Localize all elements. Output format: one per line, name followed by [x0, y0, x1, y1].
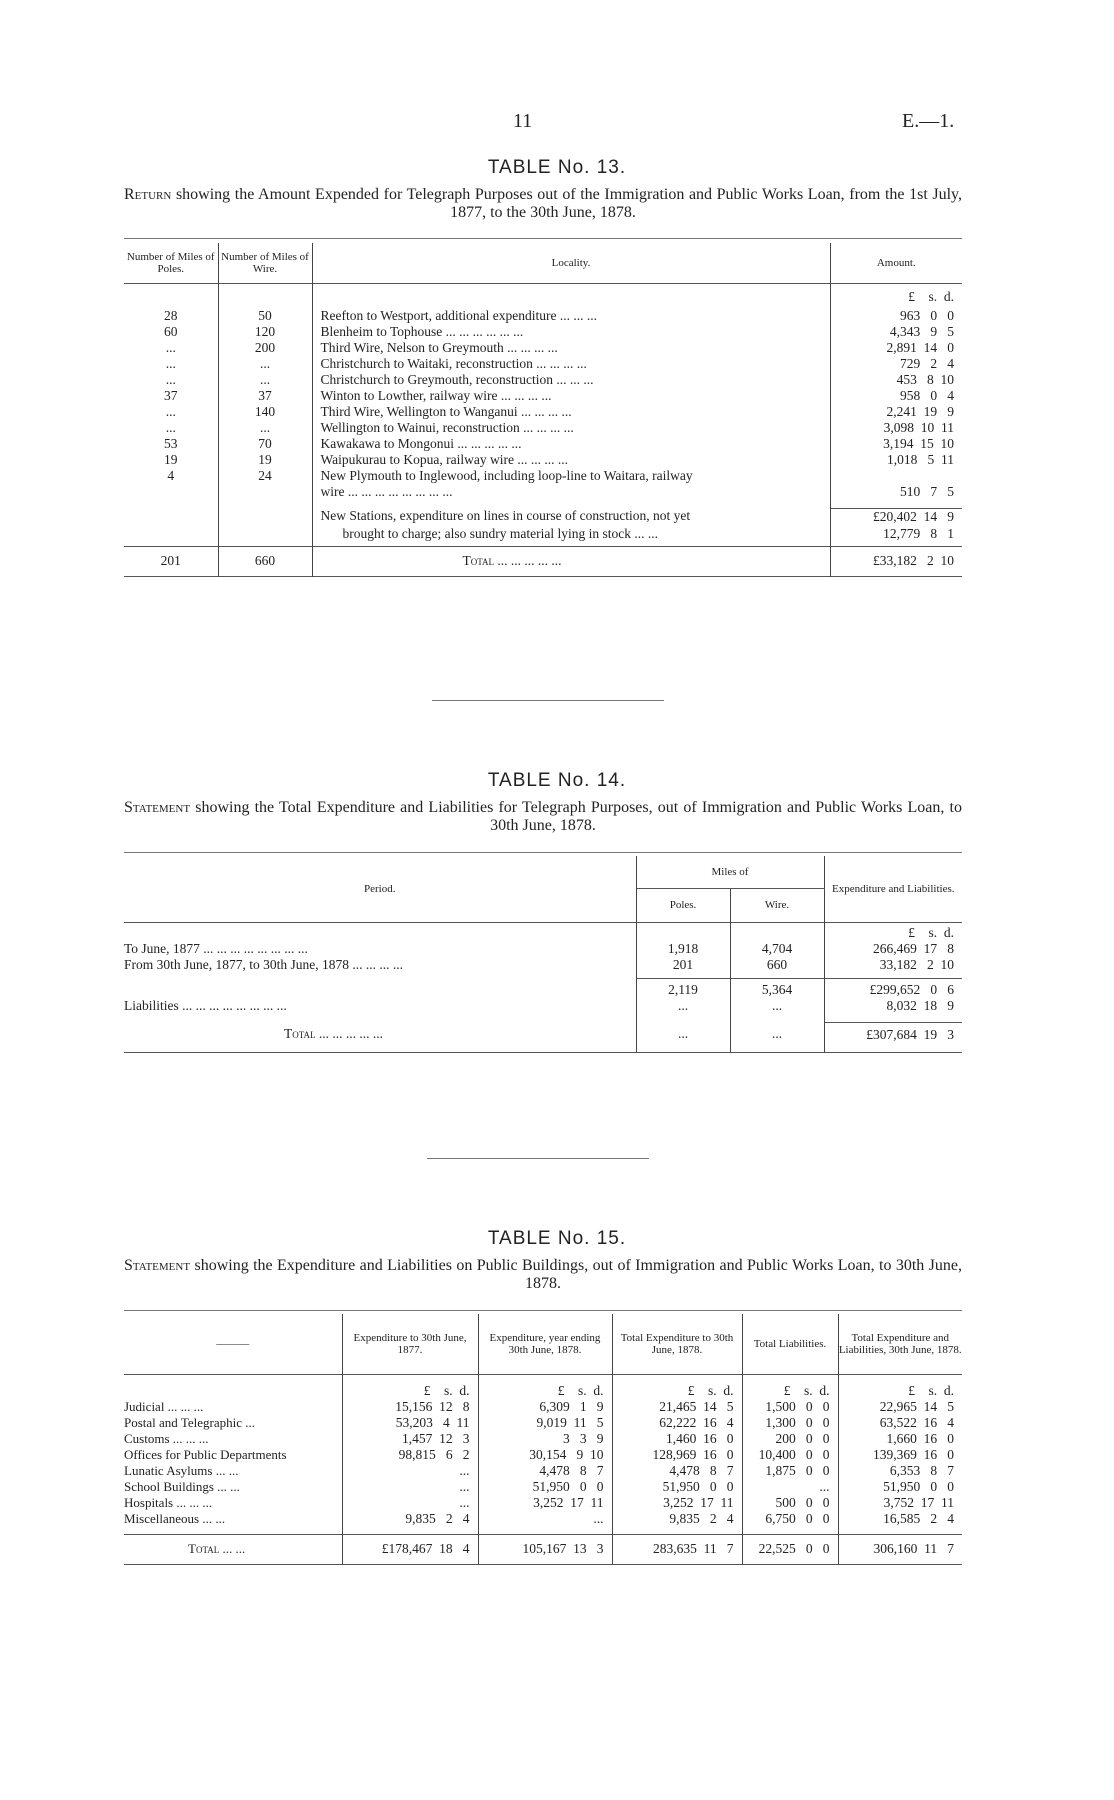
col-locality-header: Locality. [312, 243, 830, 283]
locality-cell: Christchurch to Greymouth, reconstruction ... ... ... [312, 372, 830, 388]
total-label: Total ... ... ... ... ... [312, 546, 830, 576]
locality-cell: Waipukurau to Kopua, railway wire ... ... ... ... [312, 452, 830, 468]
locality-cell: Reefton to Westport, additional expenditure ... ... ... [312, 308, 830, 324]
caption-lead-word: Statement [124, 1257, 191, 1274]
subtotal-amount: £20,402 14 9 [830, 508, 962, 526]
wire-subtotal: 5,364 [730, 979, 824, 999]
poles-cell: 37 [124, 388, 218, 404]
table-row [124, 436, 962, 452]
wire-row-2: 660 [730, 957, 824, 979]
locality-cell: Wellington to Wainui, reconstruction ... ... ... ... [312, 420, 830, 436]
liabilities-wire: ... [730, 998, 824, 1022]
col-wire-header: Wire. [730, 888, 824, 922]
total-wire: 660 [218, 546, 312, 576]
amount-cell: 2,891 14 0 [886, 340, 954, 355]
poles-cell: 53 [124, 436, 218, 452]
table-row [124, 356, 962, 372]
total-poles: ... [636, 1022, 730, 1052]
locality-cell: Blenheim to Tophouse ... ... ... ... ... ... [312, 324, 830, 340]
table-13 [124, 243, 962, 577]
total-label: Total ... ... ... ... ... [124, 1022, 636, 1052]
wire-cell: 24 [218, 468, 312, 484]
amount-cell: 510 7 5 [900, 484, 954, 499]
col-expenditure-header: Expenditure and Liabilities. [832, 882, 955, 895]
total-exp-liab-cell: 6,353 8 7 [889, 1462, 954, 1478]
amount-cell: 958 0 4 [900, 388, 954, 403]
liabilities-cell: 500 0 0 [742, 1495, 838, 1511]
locality-cell: Winton to Lowther, railway wire ... ... ... ... [312, 388, 830, 404]
wire-cell: 70 [218, 436, 312, 452]
total-exp-cell: 62,222 16 4 [612, 1415, 742, 1431]
wire-cell: ... [218, 356, 312, 372]
category-cell: Miscellaneous ... ... [124, 1511, 342, 1527]
liabilities-cell: 1,300 0 0 [742, 1415, 838, 1431]
total-exp-year: 105,167 13 3 [478, 1535, 612, 1565]
total-wire: ... [730, 1022, 824, 1052]
table-14-top-rule [124, 852, 962, 853]
table-14 [124, 856, 962, 1053]
exp-year-cell: 51,950 0 0 [478, 1479, 612, 1495]
total-amount: £33,182 2 10 [873, 552, 954, 568]
total-exp-liab-cell: 63,522 16 4 [879, 1414, 954, 1430]
table-row [124, 1447, 962, 1463]
liabilities-cell: 6,750 0 0 [742, 1511, 838, 1527]
total-exp-and-liabilities: 306,160 11 7 [873, 1541, 954, 1556]
amount-cell: 4,343 9 5 [889, 324, 954, 339]
total-exp-liab-cell: 22,965 14 5 [879, 1398, 954, 1414]
total-exp-cell: 4,478 8 7 [612, 1463, 742, 1479]
exp-year-cell: 30,154 9 10 [478, 1447, 612, 1463]
col-liabilities-header: Total Liabilities. [742, 1314, 838, 1374]
wire-cell: ... [218, 420, 312, 436]
table-row [124, 308, 962, 324]
total-exp-1877: £178,467 18 4 [342, 1535, 478, 1565]
section-divider [427, 1158, 649, 1159]
col-poles-header: Number of Miles of Poles. [124, 243, 218, 283]
poles-subtotal: 2,119 [636, 979, 730, 999]
table-row [124, 372, 962, 388]
table-15-top-rule [124, 1310, 962, 1311]
exp-year-cell: 3,252 17 11 [478, 1495, 612, 1511]
table-15-caption [124, 1257, 962, 1293]
table-15-title: TABLE No. 15. [487, 1228, 627, 1249]
exp-year-cell: 4,478 8 7 [478, 1463, 612, 1479]
col-total-exp-liab-header: Total Expenditure and Liabilities, 30th June, 1878. [838, 1331, 962, 1356]
currency-header: £ s. d. [908, 924, 954, 940]
poles-cell: ... [124, 372, 218, 388]
category-cell: Offices for Public Departments [124, 1447, 342, 1463]
new-stations-line-1: New Stations, expenditure on lines in course of construction, not yet [312, 508, 830, 526]
page-number: 11 [513, 110, 533, 132]
total-exp-liab-cell: 139,369 16 0 [873, 1446, 954, 1462]
total-poles: 201 [124, 546, 218, 576]
liabilities-amount: 8,032 18 9 [886, 998, 954, 1013]
table-row [124, 1511, 962, 1527]
exp-1877-cell: 1,457 12 3 [342, 1431, 478, 1447]
table-row [124, 1399, 962, 1415]
exp-year-cell: 3 3 9 [478, 1431, 612, 1447]
wire-row-1: 4,704 [730, 941, 824, 957]
wire-cell: 37 [218, 388, 312, 404]
total-exp-cell: 3,252 17 11 [612, 1495, 742, 1511]
total-amount: £307,684 19 3 [824, 1022, 962, 1052]
amount-row-2: 33,182 2 10 [879, 956, 954, 972]
total-exp-cell: 51,950 0 0 [612, 1479, 742, 1495]
table-13-caption [124, 186, 962, 222]
caption-lead-word: Statement [124, 799, 191, 816]
wire-cell: ... [218, 372, 312, 388]
col-exp-year-header: Expenditure, year ending 30th June, 1878. [478, 1314, 612, 1374]
amount-cell: 453 8 10 [896, 372, 954, 387]
caption-lead-word: Return [124, 186, 172, 203]
wire-cell: 200 [218, 340, 312, 356]
exp-1877-cell: 53,203 4 11 [342, 1415, 478, 1431]
category-cell: Judicial ... ... ... [124, 1399, 342, 1415]
liabilities-cell: 10,400 0 0 [742, 1447, 838, 1463]
locality-cell: New Plymouth to Inglewood, including loop-line to Waitara, railway [312, 468, 830, 484]
caption-text: showing the Amount Expended for Telegraph Purposes out of the Immigration and Public Works Loan, from the 1st July, 1877, to the 30th June, 1878. [175, 186, 963, 221]
poles-row-1: 1,918 [636, 941, 730, 957]
poles-cell: ... [124, 420, 218, 436]
caption-text: showing the Total Expenditure and Liabilities for Telegraph Purposes, out of Immigration and Public Works Loan, to 30th June, 1878. [195, 799, 963, 834]
table-13-title: TABLE No. 13. [487, 157, 627, 178]
currency-header: £ s. d. [612, 1374, 742, 1399]
exp-1877-cell: ... [342, 1479, 478, 1495]
table-row [124, 404, 962, 420]
table-14-caption [124, 799, 962, 835]
currency-header: £ s. d. [908, 1382, 954, 1398]
currency-header: £ s. d. [342, 1374, 478, 1399]
locality-cell: Third Wire, Nelson to Greymouth ... ... ... ... [312, 340, 830, 356]
wire-cell: 19 [218, 452, 312, 468]
total-liabilities: 22,525 0 0 [742, 1535, 838, 1565]
locality-cell: Kawakawa to Mongonui ... ... ... ... ... [312, 436, 830, 452]
poles-row-2: 201 [636, 957, 730, 979]
amount-subtotal: £299,652 0 6 [824, 979, 962, 999]
table-row [124, 1479, 962, 1495]
wire-cell: 120 [218, 324, 312, 340]
table-13-top-rule [124, 238, 962, 239]
total-label: Total ... ... [124, 1535, 342, 1565]
locality-cell: Third Wire, Wellington to Wanganui ... ... ... ... [312, 404, 830, 420]
liabilities-cell: 1,500 0 0 [742, 1399, 838, 1415]
liabilities-cell: 200 0 0 [742, 1431, 838, 1447]
category-cell: Hospitals ... ... ... [124, 1495, 342, 1511]
category-cell: School Buildings ... ... [124, 1479, 342, 1495]
col-category-header: ——— [124, 1314, 342, 1374]
total-exp-liab-cell: 51,950 0 0 [883, 1478, 954, 1494]
table-row [124, 1431, 962, 1447]
table-row [124, 468, 962, 484]
caption-text: showing the Expenditure and Liabilities on Public Buildings, out of Immigration and Public Works Loan, to 30th June, 1878. [194, 1257, 963, 1292]
amount-cell: 2,241 19 9 [886, 404, 954, 419]
locality-cell: Christchurch to Waitaki, reconstruction ... ... ... ... [312, 356, 830, 372]
total-exp-cell: 128,969 16 0 [612, 1447, 742, 1463]
liabilities-cell: ... [742, 1479, 838, 1495]
amount-cell: 3,194 15 10 [883, 436, 954, 451]
poles-cell: 28 [124, 308, 218, 324]
currency-header: £ s. d. [908, 289, 954, 304]
wire-cell: 50 [218, 308, 312, 324]
wire-cell [218, 484, 312, 500]
amount-cell: 3,098 10 11 [883, 420, 954, 435]
poles-cell: ... [124, 356, 218, 372]
exp-year-cell: ... [478, 1511, 612, 1527]
amount-cell [830, 468, 962, 484]
liabilities-poles: ... [636, 998, 730, 1022]
poles-cell: ... [124, 340, 218, 356]
currency-header: £ s. d. [742, 1374, 838, 1399]
table-row [124, 340, 962, 356]
total-exp-cell: 9,835 2 4 [612, 1511, 742, 1527]
total-exp-to-date: 283,635 11 7 [612, 1535, 742, 1565]
liabilities-cell: 1,875 0 0 [742, 1463, 838, 1479]
col-poles-header: Poles. [636, 888, 730, 922]
table-15 [124, 1314, 962, 1565]
table-row [124, 484, 962, 500]
poles-cell: 60 [124, 324, 218, 340]
poles-cell: 19 [124, 452, 218, 468]
liabilities-label: Liabilities ... ... ... ... ... ... ... ... [124, 998, 636, 1022]
currency-header: £ s. d. [478, 1374, 612, 1399]
category-cell: Postal and Telegraphic ... [124, 1415, 342, 1431]
new-stations-amount: 12,779 8 1 [883, 526, 954, 541]
table-row [124, 388, 962, 404]
table-row [124, 1495, 962, 1511]
category-cell: Customs ... ... ... [124, 1431, 342, 1447]
col-miles-header: Miles of [636, 856, 824, 888]
table-row [124, 1415, 962, 1431]
amount-cell: 963 0 0 [900, 308, 954, 323]
exp-1877-cell: 9,835 2 4 [342, 1511, 478, 1527]
new-stations-line-2: brought to charge; also sundry material lying in stock ... ... [312, 526, 830, 546]
document-reference: E.—1. [902, 110, 955, 132]
poles-cell [124, 484, 218, 500]
total-exp-liab-cell: 16,585 2 4 [883, 1510, 954, 1526]
table-row [124, 324, 962, 340]
section-divider [432, 700, 664, 701]
total-exp-cell: 21,465 14 5 [612, 1399, 742, 1415]
total-exp-cell: 1,460 16 0 [612, 1431, 742, 1447]
exp-year-cell: 9,019 11 5 [478, 1415, 612, 1431]
col-period-header: Period. [124, 856, 636, 922]
table-row [124, 420, 962, 436]
amount-cell: 1,018 5 11 [887, 452, 954, 467]
col-exp-1877-header: Expenditure to 30th June, 1877. [342, 1314, 478, 1374]
exp-year-cell: 6,309 1 9 [478, 1399, 612, 1415]
poles-cell: ... [124, 404, 218, 420]
category-cell: Lunatic Asylums ... ... [124, 1463, 342, 1479]
exp-1877-cell: ... [342, 1495, 478, 1511]
total-exp-liab-cell: 3,752 17 11 [883, 1494, 954, 1510]
amount-row-1: 266,469 17 8 [873, 940, 954, 956]
period-row-2: From 30th June, 1877, to 30th June, 1878 ... ... ... ... [124, 957, 636, 979]
poles-cell: 4 [124, 468, 218, 484]
col-wire-header: Number of Miles of Wire. [218, 243, 312, 283]
exp-1877-cell: 15,156 12 8 [342, 1399, 478, 1415]
period-row-1: To June, 1877 ... ... ... ... ... ... ... ... [124, 941, 636, 957]
amount-cell: 729 2 4 [900, 356, 954, 371]
table-14-title: TABLE No. 14. [487, 770, 627, 791]
table-row [124, 1463, 962, 1479]
col-amount-header: Amount. [876, 256, 916, 269]
exp-1877-cell: 98,815 6 2 [342, 1447, 478, 1463]
total-exp-liab-cell: 1,660 16 0 [886, 1430, 954, 1446]
exp-1877-cell: ... [342, 1463, 478, 1479]
wire-cell: 140 [218, 404, 312, 420]
table-row [124, 452, 962, 468]
col-total-exp-header: Total Expenditure to 30th June, 1878. [612, 1314, 742, 1374]
locality-cell: wire ... ... ... ... ... ... ... ... [312, 484, 830, 500]
